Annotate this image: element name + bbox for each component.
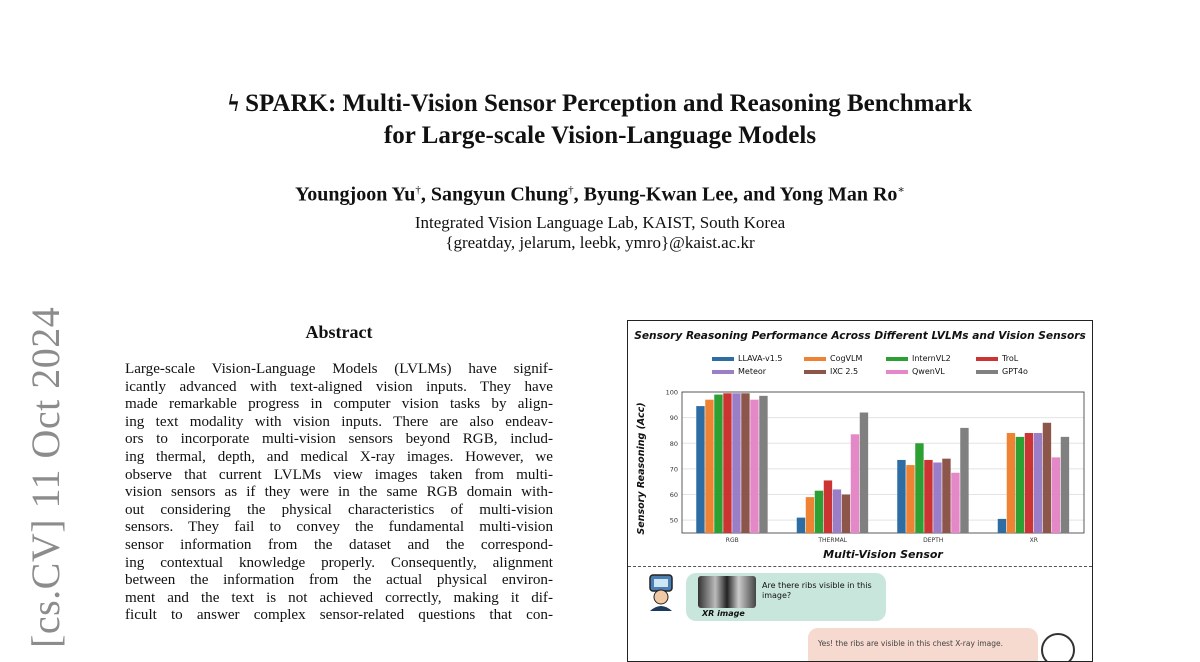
author-mark: ∗ xyxy=(897,184,905,196)
abstract-line: Large-scale Vision-Language Models (LVLMs) have signif- xyxy=(125,361,553,377)
abstract-line: observe that current LVLMs view images taken from multi- xyxy=(125,466,553,483)
author-separator: , xyxy=(420,183,431,206)
bar xyxy=(960,428,968,533)
y-tick-label: 90 xyxy=(669,414,678,423)
xray-image-thumbnail xyxy=(698,576,756,608)
legend-label: TroL xyxy=(1002,354,1019,363)
legend-label: QwenVL xyxy=(912,367,945,376)
legend-label: GPT4o xyxy=(1002,367,1028,376)
y-tick-label: 70 xyxy=(669,465,678,474)
abstract-line: ment and the text is not achieved correctly, making it dif- xyxy=(125,589,553,606)
y-tick-label: 60 xyxy=(669,491,678,500)
bar xyxy=(741,393,749,533)
y-tick-label: 50 xyxy=(669,516,678,525)
bar xyxy=(806,497,814,533)
abstract-line: icantly advanced with text-aligned vision inputs. They have xyxy=(125,378,553,395)
bar xyxy=(750,400,758,533)
bar xyxy=(1061,437,1069,533)
author-name: Byung-Kwan Lee xyxy=(583,183,734,206)
x-tick-label: RGB xyxy=(725,537,739,544)
abstract-line: ors to incorporate multi-vision sensors beyond RGB, includ- xyxy=(125,431,553,448)
abstract-line: made remarkable progress in computer vision tasks by align- xyxy=(125,396,553,413)
legend-label: CogVLM xyxy=(830,354,863,363)
abstract-line: between the information from the actual physical environ- xyxy=(125,572,553,589)
bar xyxy=(897,460,905,533)
bar xyxy=(1007,433,1015,533)
user-avatar-icon xyxy=(644,573,678,611)
answer-text: Yes! the ribs are visible in this chest X-ray image. xyxy=(818,639,1004,648)
bar xyxy=(714,395,722,533)
y-tick-label: 100 xyxy=(665,388,678,397)
author-separator: , xyxy=(573,183,584,206)
abstract-line: sensors. They fail to convey the fundamental multi-vision xyxy=(125,519,553,536)
abstract-body xyxy=(125,361,553,625)
bar xyxy=(951,473,959,533)
abstract-line: sensor information from the dataset and the correspond- xyxy=(125,536,553,553)
paper-title xyxy=(0,88,1200,151)
x-axis-label: Multi-Vision Sensor xyxy=(823,548,943,561)
bar xyxy=(1016,437,1024,533)
title-line-1 xyxy=(0,88,1200,120)
bar xyxy=(933,463,941,534)
y-axis-label: Sensory Reasoning (Acc) xyxy=(636,402,647,535)
x-tick-label: DEPTH xyxy=(923,537,944,544)
abstract-line: vision sensors as if they were in the same RGB domain with- xyxy=(125,484,553,501)
title-line-1-text: SPARK: Multi-Vision Sensor Perception and Reasoning Benchmark xyxy=(245,90,972,117)
author-list xyxy=(0,176,1200,209)
bar xyxy=(797,518,805,533)
arxiv-stamp: [cs.CV] 11 Oct 2024 xyxy=(23,306,68,648)
legend-label: IXC 2.5 xyxy=(830,367,859,376)
x-tick-label: XR xyxy=(1029,537,1038,544)
x-tick-label: THERMAL xyxy=(818,537,848,544)
bar xyxy=(824,480,832,533)
question-text: Are there ribs visible in this image? xyxy=(762,581,872,600)
bar xyxy=(906,465,914,533)
bar xyxy=(851,434,859,533)
bar xyxy=(1052,457,1060,533)
abstract-heading: Abstract xyxy=(305,322,373,342)
author-name: Yong Man Ro xyxy=(779,183,898,206)
bar xyxy=(860,413,868,533)
bar xyxy=(705,400,713,533)
abstract-line: ing contextual knowledge properly. Consequently, alignment xyxy=(125,554,553,571)
bar xyxy=(815,491,823,533)
abstract-line: out considering the physical characteristics of multi-vision xyxy=(125,501,553,518)
affiliation: Integrated Vision Language Lab, KAIST, South Korea xyxy=(414,213,786,232)
bar xyxy=(833,489,841,533)
figure-1 xyxy=(627,320,1093,662)
email-list: {greatday, jelarum, leebk, ymro}@kaist.ac.kr xyxy=(445,233,755,252)
legend-label: LLAVA-v1.5 xyxy=(738,354,783,363)
bar-chart xyxy=(628,321,1092,566)
bar xyxy=(732,393,740,533)
bar xyxy=(942,459,950,533)
legend-label: InternVL2 xyxy=(912,354,951,363)
bar xyxy=(696,406,704,533)
abstract-line: ing thermal, depth, and medical X-ray images. However, we xyxy=(125,448,553,465)
title-line-2: for Large-scale Vision-Language Models xyxy=(383,122,817,149)
xray-image-caption: XR image xyxy=(702,609,745,618)
author-separator: , and xyxy=(733,183,780,206)
lightning-bolt-icon: ϟ xyxy=(228,91,240,117)
bar xyxy=(1025,433,1033,533)
author-name: Sangyun Chung xyxy=(430,183,569,206)
author-mark: † xyxy=(415,184,421,196)
bar xyxy=(915,443,923,533)
chart-title: Sensory Reasoning Performance Across Different LVLMs and Vision Sensors xyxy=(634,330,1086,342)
y-tick-label: 80 xyxy=(669,439,678,448)
abstract-line: ficult to answer complex sensor-related questions that con- xyxy=(125,607,553,624)
bar xyxy=(924,460,932,533)
bar xyxy=(723,393,731,533)
author-mark: † xyxy=(568,184,574,196)
bar xyxy=(1043,423,1051,533)
bar xyxy=(842,495,850,533)
affiliation-block xyxy=(0,213,1200,253)
legend-label: Meteor xyxy=(738,367,767,376)
bar xyxy=(759,396,767,533)
figure-divider xyxy=(628,566,1092,567)
author-name: Youngjoon Yu xyxy=(295,183,416,206)
bar xyxy=(998,519,1006,533)
abstract-line: ing text modality with vision inputs. There are also endeav- xyxy=(125,413,553,430)
bar xyxy=(1034,433,1042,533)
